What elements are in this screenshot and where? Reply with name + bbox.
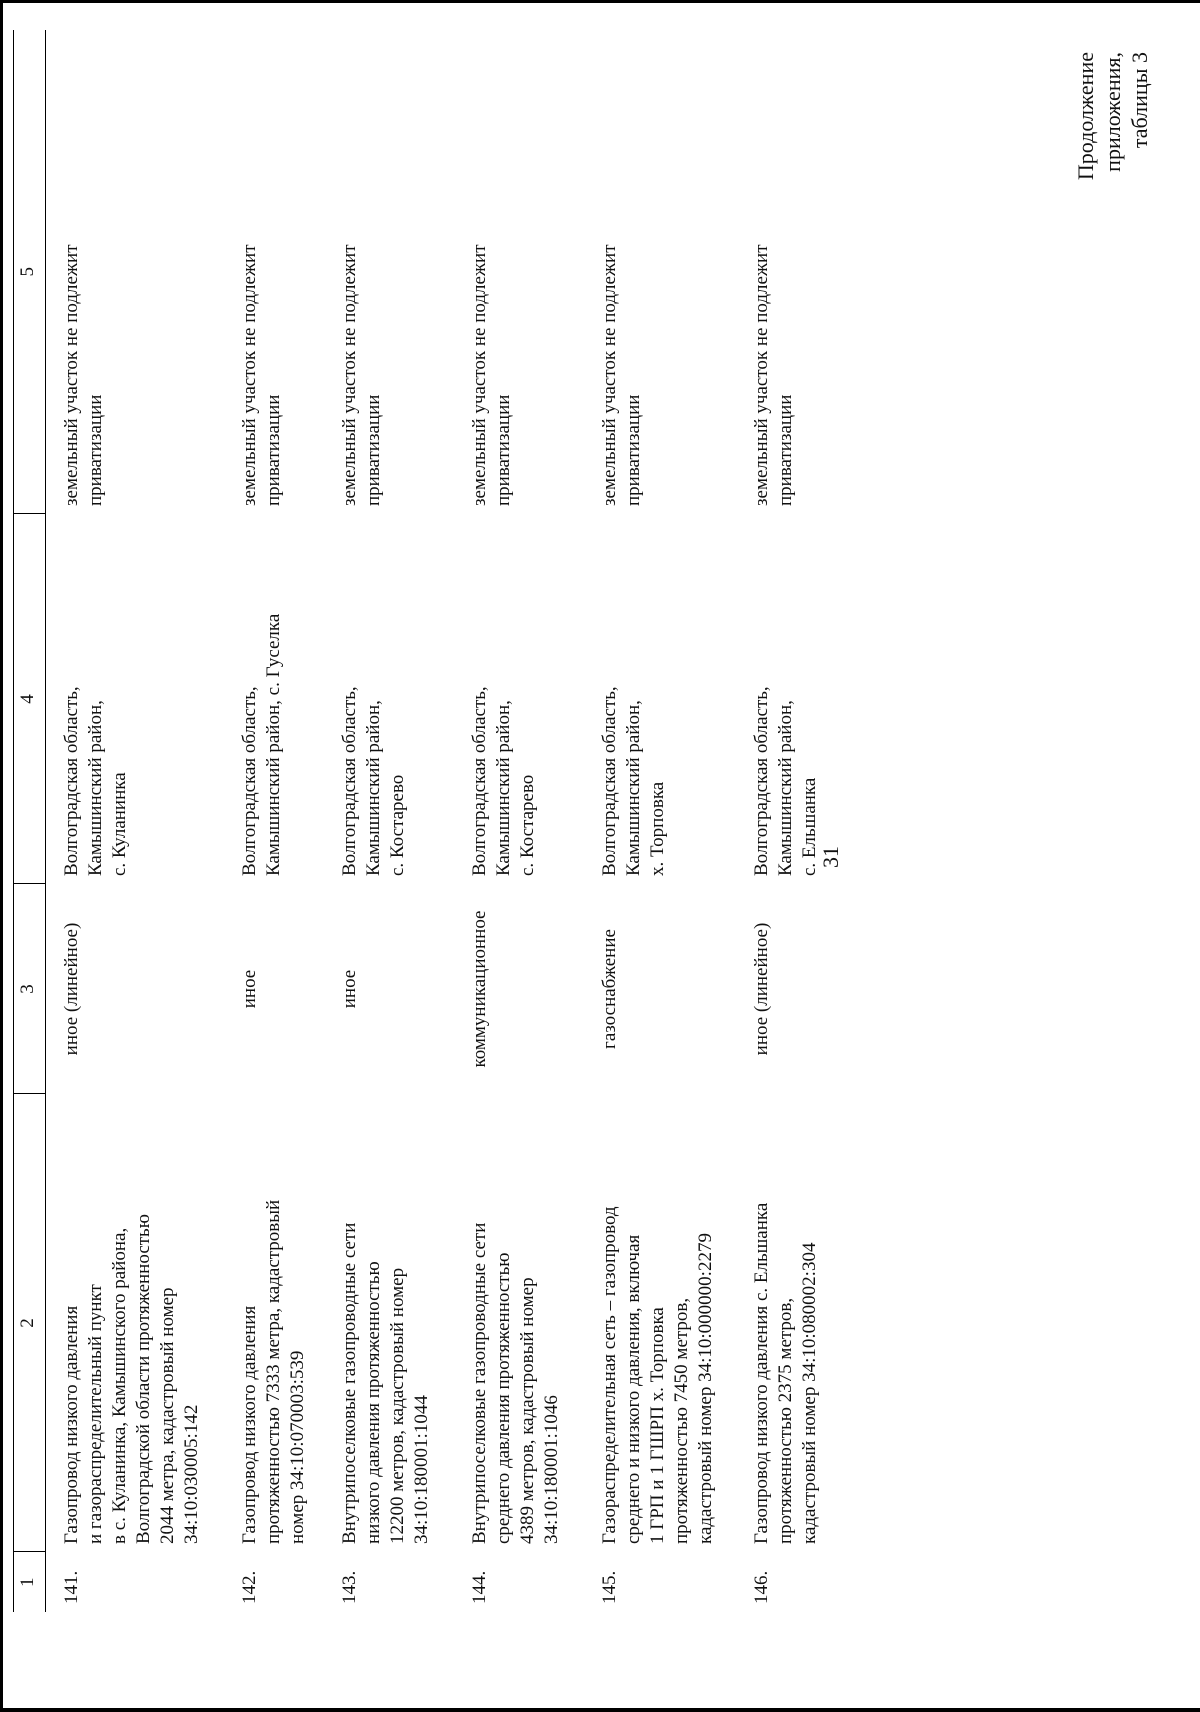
privatization-status [324, 30, 454, 514]
location-line: Камышинский район, [85, 700, 106, 876]
description-line: Волгоградской области протяженностью [133, 1214, 154, 1544]
status-line: приватизации [362, 394, 384, 506]
table-row [324, 30, 454, 1612]
object-description [584, 1094, 736, 1552]
header-col-5: 5 [14, 30, 46, 514]
status-line: земельный участок не подлежит [61, 244, 82, 506]
property-table [13, 30, 856, 1612]
header-col-1: 1 [14, 1552, 46, 1612]
status-line: приватизации [262, 394, 284, 506]
privatization-status [584, 30, 736, 514]
continuation-line-1: Продолжение приложения, [1073, 52, 1125, 181]
description-line: низкого давления протяженностью [362, 1261, 384, 1544]
object-kind: коммуникационное [468, 910, 490, 1068]
description-line: в с. Куланинка, Камышинского района, [109, 1227, 130, 1544]
object-kind: иное (линейное) [750, 922, 772, 1056]
object-description [224, 1094, 324, 1552]
row-number: 146. [750, 1570, 772, 1604]
description-line: и газораспределительный пункт [85, 1284, 106, 1544]
table-body [46, 30, 856, 1612]
row-number: 143. [338, 1570, 360, 1604]
object-location [736, 514, 856, 884]
location-line: Камышинский район, [492, 700, 514, 876]
privatization-status [224, 30, 324, 514]
row-number: 145. [598, 1570, 620, 1604]
object-kind: иное [238, 969, 260, 1009]
privatization-status [736, 30, 856, 514]
location-line: Волгоградская область, [238, 686, 260, 876]
header-row [14, 30, 46, 1612]
object-location [46, 514, 224, 884]
object-description [324, 1094, 454, 1552]
description-line: 1 ГРП и 1 ГШРП х. Торповка [646, 1307, 668, 1544]
status-line: земельный участок не подлежит [750, 244, 772, 506]
location-line: Волгоградская область, [598, 686, 620, 876]
description-line: 34:10:180001:1044 [410, 1395, 432, 1544]
header-col-3: 3 [14, 884, 46, 1094]
header-col-2: 2 [14, 1094, 46, 1552]
location-line: с. Костарево [386, 774, 408, 876]
status-line: земельный участок не подлежит [238, 244, 260, 506]
status-line: земельный участок не подлежит [468, 244, 490, 506]
description-line: протяженностью 2375 метров, [774, 1297, 796, 1544]
description-line: 2044 метра, кадастровый номер [157, 1287, 178, 1544]
object-kind: иное [338, 969, 360, 1009]
location-line: Камышинский район, [622, 700, 644, 876]
object-location [584, 514, 736, 884]
description-line: 12200 метров, кадастровый номер [386, 1267, 408, 1544]
continuation-note [1072, 52, 1153, 292]
location-line: Волгоградская область, [750, 686, 772, 876]
description-line: Внутрипоселковые газопроводные сети [468, 1222, 490, 1544]
description-line: кадастровый номер 34:10:000000:2279 [694, 1233, 716, 1544]
description-line: среднего давления протяженностью [492, 1252, 514, 1544]
table-row [584, 30, 736, 1612]
description-line: Внутрипоселковые газопроводные сети [338, 1222, 360, 1544]
location-line: с. Куланинка [109, 772, 130, 876]
description-line: Газораспределительная сеть – газопровод [598, 1206, 620, 1544]
description-line: 34:10:180001:1046 [540, 1395, 562, 1544]
object-description [46, 1094, 224, 1552]
status-line: приватизации [622, 394, 644, 506]
location-line: с. Ельшанка [798, 777, 820, 876]
location-line: Волгоградская область, [61, 686, 82, 876]
status-line: приватизации [85, 394, 106, 506]
status-line: земельный участок не подлежит [598, 244, 620, 506]
description-line: кадастровый номер 34:10:080002:304 [798, 1242, 820, 1544]
location-line: с. Костарево [516, 774, 538, 876]
table-row [46, 30, 224, 1612]
table-row [224, 30, 324, 1612]
row-number: 141. [61, 1570, 82, 1604]
row-number: 144. [468, 1570, 490, 1604]
object-location [324, 514, 454, 884]
location-line: Камышинский район, [774, 700, 796, 876]
location-line: х. Торповка [646, 781, 668, 876]
object-description [736, 1094, 856, 1552]
description-line: 34:10:030005:142 [181, 1404, 202, 1544]
description-line: Газопровод низкого давления с. Ельшанка [750, 1202, 772, 1544]
object-description [454, 1094, 584, 1552]
object-kind: иное (линейное) [61, 922, 82, 1056]
location-line: Камышинский район, [362, 700, 384, 876]
header-col-4: 4 [14, 514, 46, 884]
location-line: Камышинский район, с. Гуселка [262, 613, 284, 876]
description-line: номер 34:10:070003:539 [286, 1350, 308, 1544]
page-number: 31 [818, 846, 843, 868]
row-number: 142. [238, 1570, 260, 1604]
object-kind: газоснабжение [598, 929, 620, 1049]
status-line: земельный участок не подлежит [338, 244, 360, 506]
description-line: Газопровод низкого давления [61, 1305, 82, 1544]
privatization-status [46, 30, 224, 514]
table-row [736, 30, 856, 1612]
description-line: 4389 метров, кадастровый номер [516, 1277, 538, 1544]
status-line: приватизации [492, 394, 514, 506]
description-line: протяженностью 7333 метра, кадастровый [262, 1199, 284, 1544]
description-line: протяженностью 7450 метров, [670, 1297, 692, 1544]
location-line: Волгоградская область, [338, 686, 360, 876]
description-line: Газопровод низкого давления [238, 1305, 260, 1544]
location-line: Волгоградская область, [468, 686, 490, 876]
description-line: среднего и низкого давления, включая [622, 1234, 644, 1544]
object-location [454, 514, 584, 884]
privatization-status [454, 30, 584, 514]
continuation-line-2: таблицы 3 [1127, 52, 1152, 149]
table-row [454, 30, 584, 1612]
object-location [224, 514, 324, 884]
status-line: приватизации [774, 394, 796, 506]
